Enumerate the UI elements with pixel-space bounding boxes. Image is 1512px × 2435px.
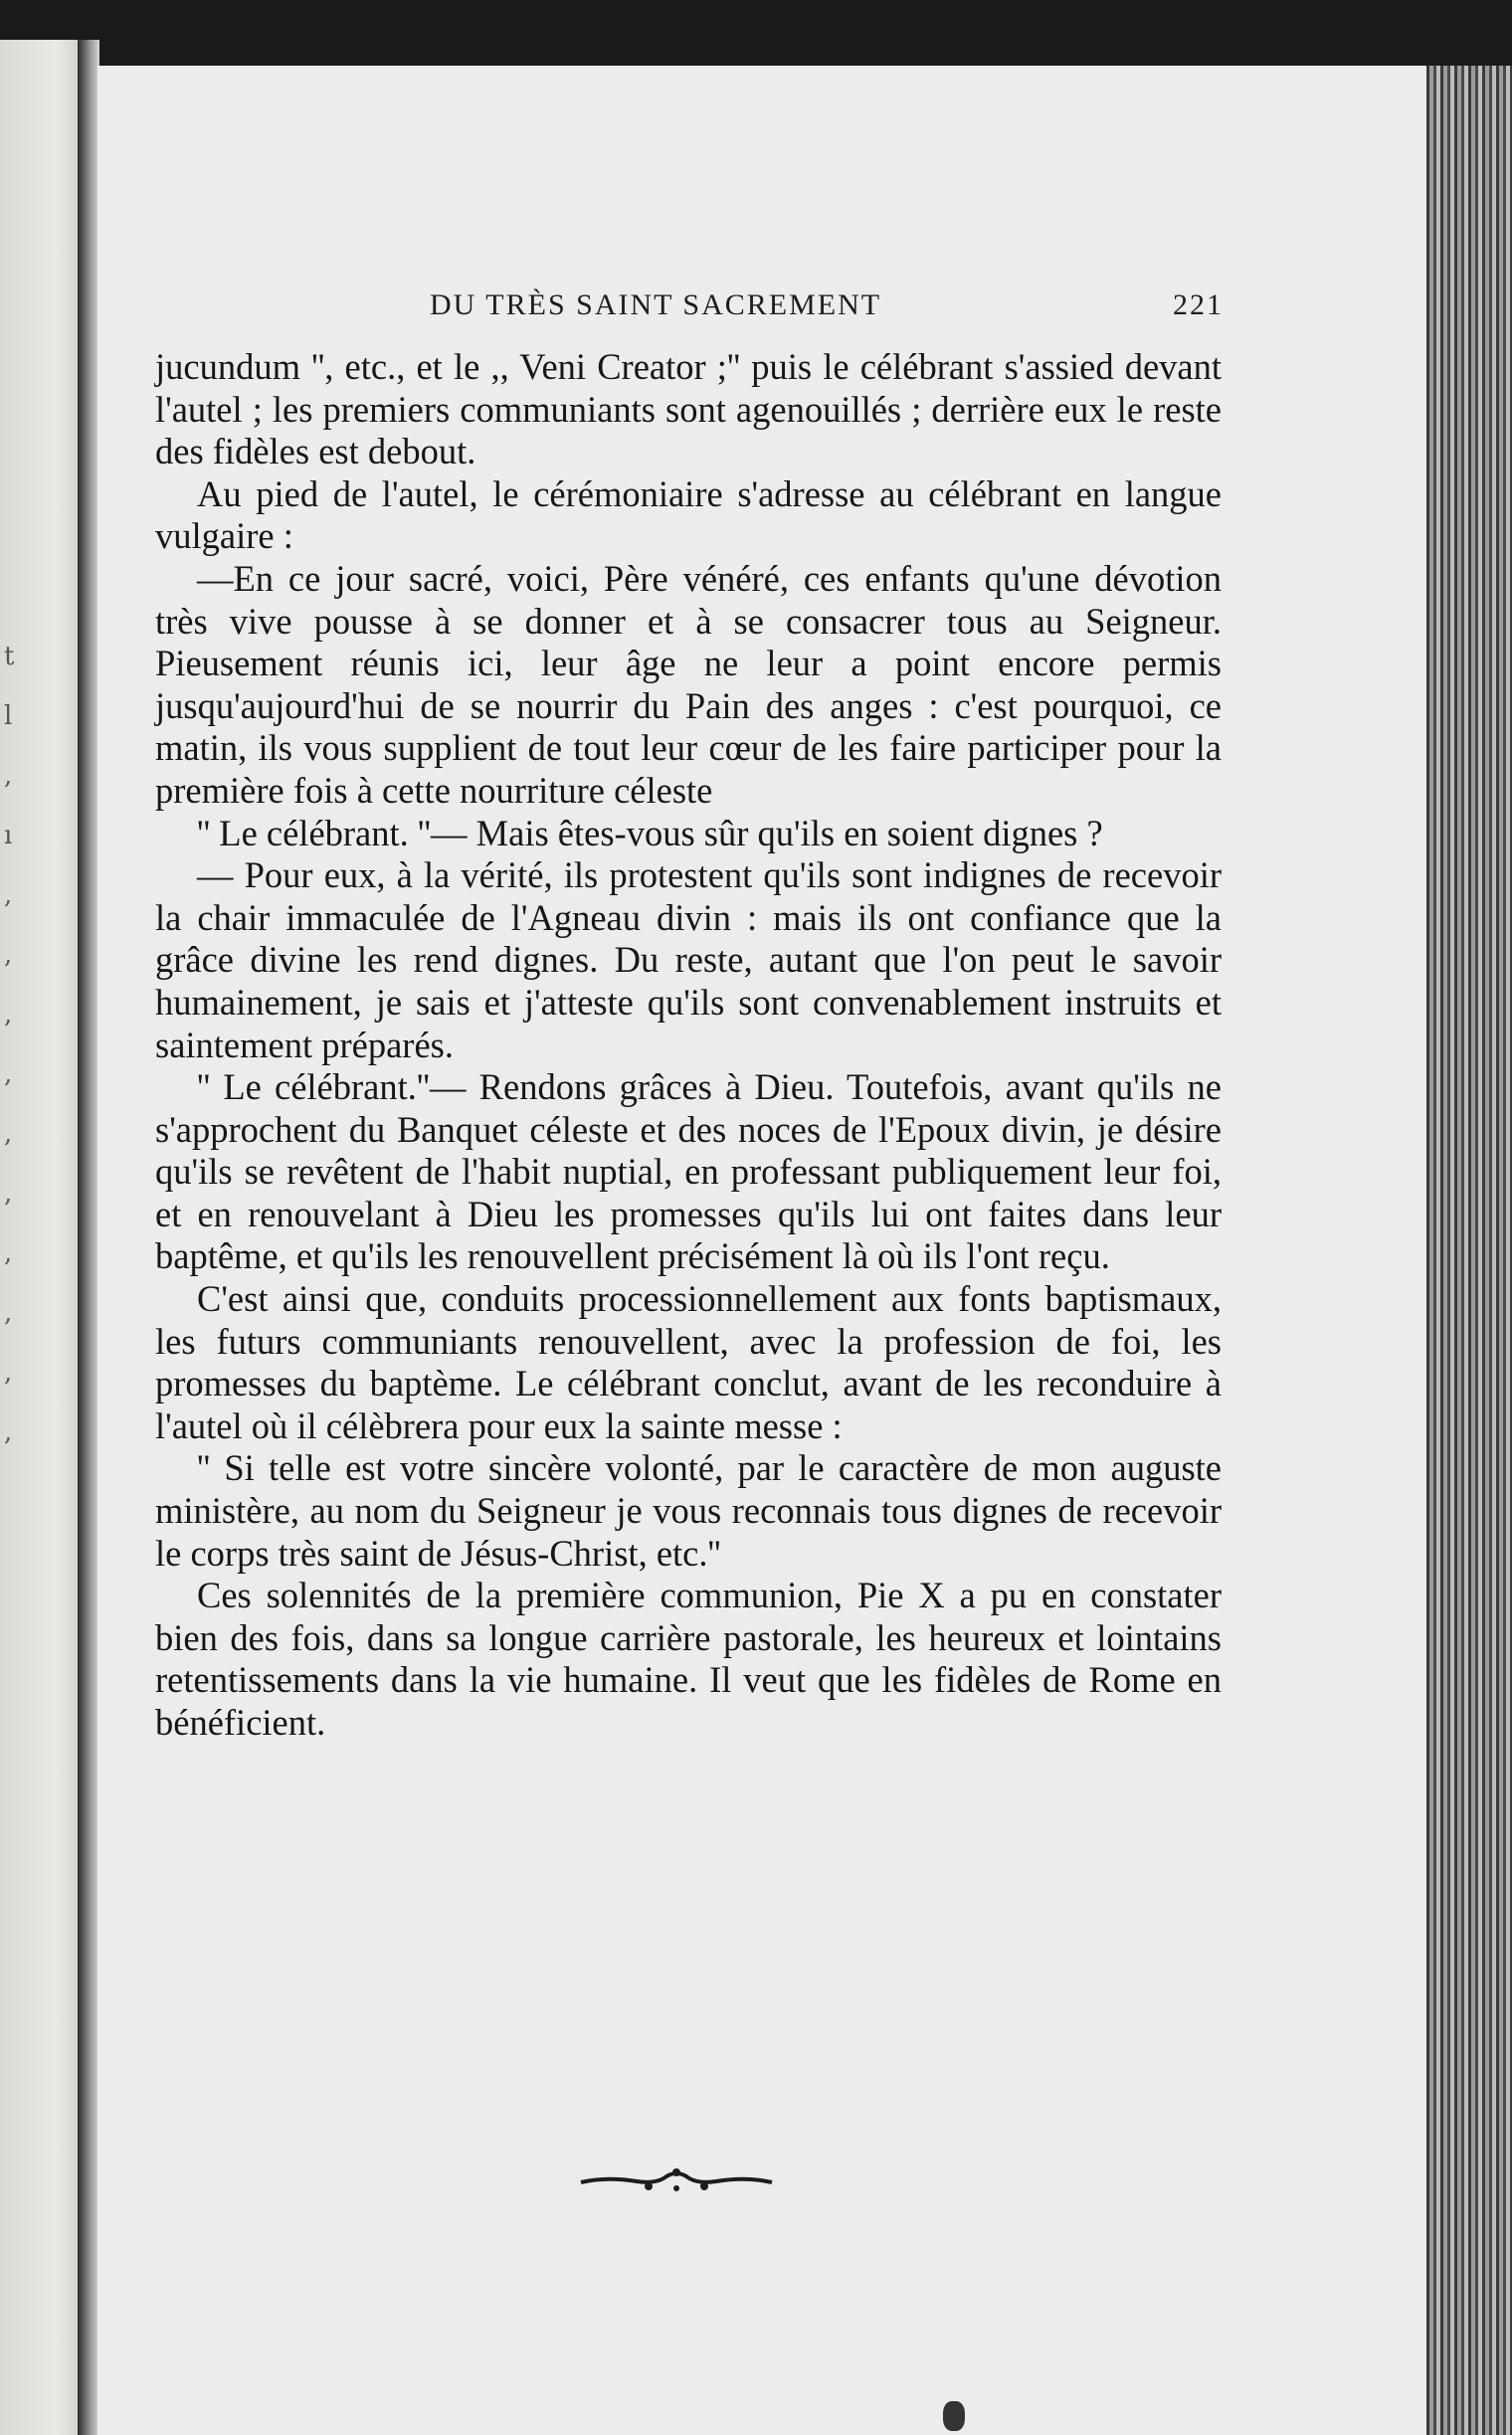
book-gutter xyxy=(78,40,99,2435)
facing-page-letter-fragments: t l , ı , , , , , , , , , , xyxy=(4,642,15,1447)
paragraph: '' Si telle est votre sincère volonté, par le caractère de mon auguste ministère, au nom du Seigneur je vous reconnais tous dignes de recevoir le corps très saint de Jésus-Christ, etc.'' xyxy=(155,1447,1222,1574)
running-title: DU TRÈS SAINT SACREMENT xyxy=(430,288,882,321)
paragraph: —En ce jour sacré, voici, Père vénéré, ces enfants qu'une dévotion très vive pousse à se donner et à se consacrer tous au Seigneur. Pieusement réunis ici, leur âge ne leur a point encore permis jusqu'aujourd'hui de se nourrir du Pain des anges : c'est pourquoi, ce matin, ils vous supplient de tout leur cœur de les faire participer pour la première fois à cette nourriture céleste xyxy=(155,557,1222,811)
page-number: 221 xyxy=(1173,288,1224,321)
paragraph: '' Le célébrant. ''— Mais êtes-vous sûr qu'ils en soient dignes ? xyxy=(197,812,1103,853)
paragraph: Ces solennités de la première communion, Pie X a pu en constater bien des fois, dans sa longue carrière pastorale, les heureux et lointains retentissements dans la vie humaine. Il veut que les fidèles de Rome en bénéficient. xyxy=(155,1575,1222,1743)
body-text xyxy=(155,346,1222,1745)
fleuron-ornament-icon xyxy=(577,2166,776,2196)
facing-page-edge xyxy=(0,40,82,2435)
paragraph: C'est ainsi que, conduits processionnellement aux fonts baptismaux, les futurs communiants renouvellent, avec la profession de foi, les promesses du baptème. Le célébrant conclut, avant de les reconduire à l'autel où il célèbrera pour eux la sainte messe : xyxy=(155,1278,1222,1446)
paragraph: Au pied de l'autel, le cérémoniaire s'adresse au célébrant en langue vulgaire : xyxy=(155,472,1222,557)
paragraph: jucundum '', etc., et le ,, Veni Creator ;'' puis le célébrant s'assied devant l'autel ; les premiers communiants sont agenouillés ; derrière eux le reste des fidèles est debout. xyxy=(155,346,1222,472)
paragraph: — Pour eux, à la vérité, ils protestent qu'ils sont indignes de recevoir la chair immaculée de l'Agneau divin : mais ils ont confiance que la grâce divine les rend dignes. Du reste, autant que l'on peut le savoir humainement, je sais et j'atteste qu'ils sont convenablement instruits et saintement préparés. xyxy=(155,854,1222,1065)
page-stack-edge xyxy=(1426,66,1512,2435)
scan-top-border xyxy=(0,0,1512,70)
scan-speck xyxy=(943,2401,965,2431)
paragraph: '' Le célébrant.''— Rendons grâces à Dieu. Toutefois, avant qu'ils ne s'approchent du Banquet céleste et des noces de l'Epoux divin, je désire qu'ils se revêtent de l'habit nuptial, en professant publiquement leur foi, et en renouvelant à Dieu les promesses qu'ils lui ont faites dans leur baptême, et qu'ils les renouvellent précisément là où ils l'ont reçu. xyxy=(155,1066,1222,1277)
